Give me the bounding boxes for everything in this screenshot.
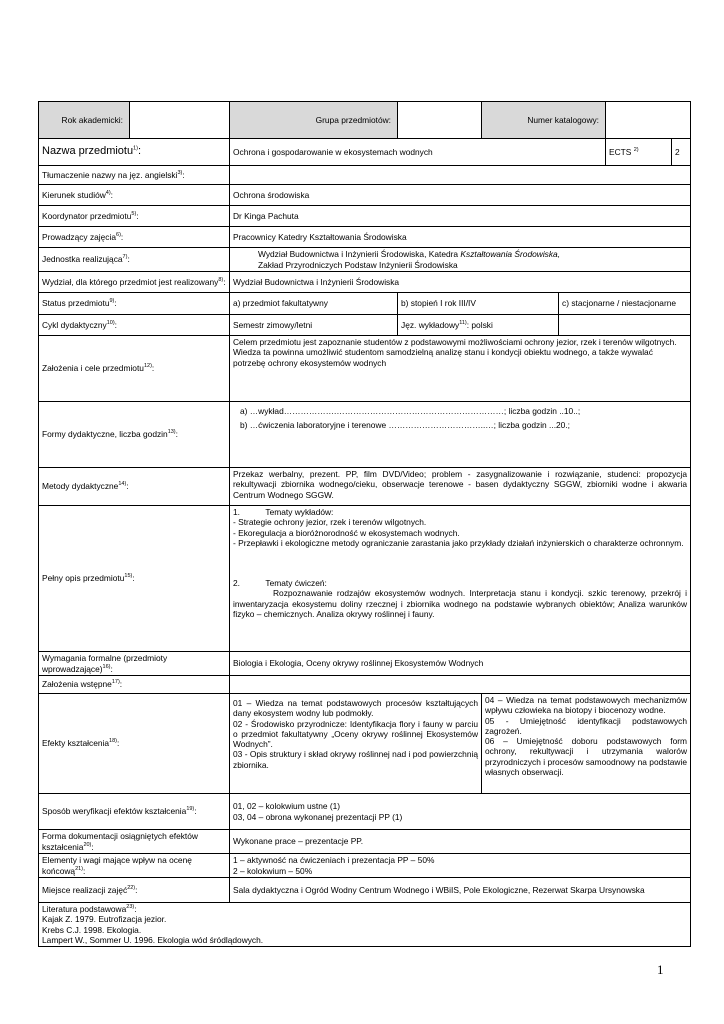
rok-akademicki-label: Rok akademicki: [39, 102, 130, 139]
sposob-line-1: 01, 02 – kolokwium ustne (1) [233, 801, 341, 812]
forma-item-cwiczenia: b) …ćwiczenia laboratoryjne i terenowe ……………………………..…; liczba godzin ...20.; [240, 420, 570, 431]
efekty-row [39, 694, 691, 794]
jednostka-value: Wydział Budownictwa i Inżynierii Środowiska, Katedra Kształtowania Środowiska, Zakład Przyrodniczych Podstaw Inżynierii Środowiska [230, 248, 691, 272]
header-row [39, 102, 691, 139]
tlumaczenie-label: Tłumaczenie nazwy na jęz. angielski$^{3)}$: [39, 166, 230, 185]
efekty-label: Efekty kształcenia$^{18)}$: [39, 694, 230, 794]
opis-value [230, 506, 691, 652]
elementy-line-1: 1 – aktywność na ćwiczeniach i prezentacja PP – 50% [233, 855, 435, 866]
jednostka-row [39, 248, 691, 272]
numer-katalogowy-value [606, 102, 691, 139]
nazwa-label: Nazwa przedmiotu$^{1)}$: [39, 139, 230, 166]
metody-label: Metody dydaktyczne$^{14)}$: [39, 468, 230, 506]
miejsce-row [39, 878, 691, 903]
grupa-przedmiotow-label: Grupa przedmiotów: [230, 102, 398, 139]
forma-dok-row [39, 830, 691, 854]
efekty-right: 04 – Wiedza na temat podstawowych mechanizmów wpływu człowieka na biotopy i biocenozy wodne. 05 - Umiejętność identyfikacji podstawowych zagrożeń. 06 – Umiejętność doboru podstawowych form ochrony, rekultywacji i utrzymania walorów przyrodniczych i procesów samoodnowy na podstawie własnych obserwacji. [482, 694, 691, 794]
ects-label: ECTS $^{2)}$ [606, 139, 672, 166]
cykl-row [39, 315, 691, 336]
kierunek-label: Kierunek studiów$^{4)}$: [39, 185, 230, 206]
course-syllabus-table [38, 101, 691, 947]
prowadzacy-value: Pracownicy Katedry Kształtowania Środowiska [230, 227, 691, 248]
elementy-label: Elementy i wagi mające wpływ na ocenę końcową$^{21)}$: [39, 854, 230, 878]
koordynator-label: Koordynator przedmiotu$^{5)}$: [39, 206, 230, 227]
wydzial-row [39, 272, 691, 293]
wymagania-value: Biologia i Ekologia, Oceny okrywy roślinnej Ekosystemów Wodnych [230, 652, 691, 676]
status-c: c) stacjonarne / niestacjonarne [559, 293, 691, 315]
elementy-line-2: 2 – kolokwium – 50% [233, 865, 313, 876]
literatura-cell [39, 903, 691, 947]
koordynator-row [39, 206, 691, 227]
opis-label: Pełny opis przedmiotu$^{15)}$: [39, 506, 230, 652]
efekty-left: 01 – Wiedza na temat podstawowych procesów kształtujących dany ekosystem wodny lub podmokły. 02 - Środowisko przyrodnicze: Identyfikacja flory i fauny w parciu o przedmiot fakultatywny „Oceny okrywy roślinnej Ekosystemów Wodnych”. 03 - Opis struktury i skład okrywy roślinnej nad i pod powierzchnią zbiornika. [230, 694, 482, 794]
elementy-row [39, 854, 691, 878]
numer-katalogowy-label: Numer katalogowy: [482, 102, 606, 139]
formy-value [230, 402, 691, 468]
forma-dok-value: Wykonane prace – prezentacje PP. [230, 830, 691, 854]
literatura-item: Krebs C.J. 1998. Ekologia. [42, 924, 142, 935]
prowadzacy-label: Prowadzący zajęcia$^{6)}$: [39, 227, 230, 248]
cykl-value: Semestr zimowy/letni [230, 315, 398, 336]
miejsce-label: Miejsce realizacji zajęć$^{22)}$: [39, 878, 230, 903]
cwiczenia-heading: 2. Tematy ćwiczeń: [233, 578, 327, 588]
jednostka-label: Jednostka realizująca$^{7)}$: [39, 248, 230, 272]
zal-wstepne-value [230, 676, 691, 694]
wymagania-label: Wymagania formalne (przedmioty wprowadzające)$^{16)}$: [39, 652, 230, 676]
formy-row [39, 402, 691, 468]
cykl-empty [559, 315, 691, 336]
status-a: a) przedmiot fakultatywny [230, 293, 398, 315]
zal-wstepne-row [39, 676, 691, 694]
sposob-value [230, 794, 691, 830]
zal-wstepne-label: Założenia wstępne$^{17)}$: [39, 676, 230, 694]
nazwa-value: Ochrona i gospodarowanie w ekosystemach wodnych [230, 139, 606, 166]
forma-dok-label: Forma dokumentacji osiągniętych efektów kształcenia$^{20)}$: [39, 830, 230, 854]
cwiczenia-text: Rozpoznawanie rodzajów ekosystemów wodnych. Interpretacja stanu i kondycji. szkic terenowy, przekrój i inwentaryzacja ekosystemu doliny rzecznej i zbiornika wodnego na podstawie wybranych obiektów; Analiza warunków fizyko – chemicznych. Analiza okrywy roślinnej i fauny. [233, 588, 688, 619]
zalozenia-row [39, 336, 691, 402]
forma-item-wyklad: a) …wykład……………….……………………………………………………; liczba godzin ..10..; [240, 406, 581, 416]
literatura-label: Literatura podstawowa$^{23)}$: [42, 904, 137, 914]
wymagania-row [39, 652, 691, 676]
wyklady-line-1: - Strategie ochrony jezior, rzek i terenów wilgotnych. [233, 517, 427, 528]
miejsce-value: Sala dydaktyczna i Ogród Wodny Centrum Wodnego i WBiIS, Pole Ekologiczne, Rezerwat Skarpa Ursynowska [230, 878, 691, 903]
cykl-label: Cykl dydaktyczny$^{10)}$: [39, 315, 230, 336]
wydzial-value: Wydział Budownictwa i Inżynierii Środowiska [230, 272, 691, 293]
literatura-item: Kajak Z. 1979. Eutrofizacja jezior. [42, 914, 167, 925]
status-label: Status przedmiotu$^{9)}$: [39, 293, 230, 315]
grupa-przedmiotow-value [398, 102, 482, 139]
sposob-row [39, 794, 691, 830]
literatura-item: Lampert W., Sommer U. 1996. Ekologia wód śródlądowych. [42, 934, 264, 945]
formy-label: Formy dydaktyczne, liczba godzin$^{13)}$: [39, 402, 230, 468]
kierunek-row [39, 185, 691, 206]
zalozenia-label: Założenia i cele przedmiotu$^{12)}$: [39, 336, 230, 402]
prowadzacy-row [39, 227, 691, 248]
wydzial-label: Wydział, dla którego przedmiot jest realizowany$^{8)}$: [39, 272, 230, 293]
sposob-line-2: 03, 04 – obrona wykonanej prezentacji PP (1) [233, 811, 403, 822]
ects-value: 2 [672, 139, 691, 166]
literatura-row [39, 903, 691, 947]
sposob-label: Sposób weryfikacji efektów kształcenia$^{19)}$: [39, 794, 230, 830]
koordynator-value: Dr Kinga Pachuta [230, 206, 691, 227]
page-number: 1 [657, 962, 664, 977]
metody-value: Przekaz werbalny, prezent. PP, film DVD/Video; problem - zasygnalizowanie i rozwiązanie, studenci: propozycja rekultywacji zbiornika wodnego/cieku, obserwacje terenowe - basen dydaktyczny SGGW, zbiorniki wodne i akwaria Centrum Wodnego SGGW. [230, 468, 691, 506]
elementy-value [230, 854, 691, 878]
tlumaczenie-value [230, 166, 691, 185]
zalozenia-value: Celem przedmiotu jest zapoznanie studentów z podstawowymi możliwościami ochrony jezior, rzek i terenów wilgotnych. Wiedza ta powinna umożliwić studentom samodzielną analizę stanu i kondycji obiektu wodnego, a także wywalać potrzebę ochrony ekosystemów wodnych [230, 336, 691, 402]
metody-row [39, 468, 691, 506]
jezyk-wykladowy: Jęz. wykładowy$^{11)}$: polski [398, 315, 559, 336]
status-b: b) stopień I rok III/IV [398, 293, 559, 315]
wyklady-heading: 1. Tematy wykładów: [233, 507, 334, 517]
opis-row [39, 506, 691, 652]
nazwa-row [39, 139, 691, 166]
tlumaczenie-row [39, 166, 691, 185]
rok-akademicki-value [130, 102, 230, 139]
wyklady-line-2: - Ekoregulacja a bioróżnorodność w ekosystemach wodnych. [233, 527, 460, 538]
status-row [39, 293, 691, 315]
wyklady-line-3: - Przepławki i ekologiczne metody ograniczanie zarastania jako przykłady działań inżynierskich o charakterze ochronnym. [233, 537, 684, 548]
kierunek-value: Ochrona środowiska [230, 185, 691, 206]
